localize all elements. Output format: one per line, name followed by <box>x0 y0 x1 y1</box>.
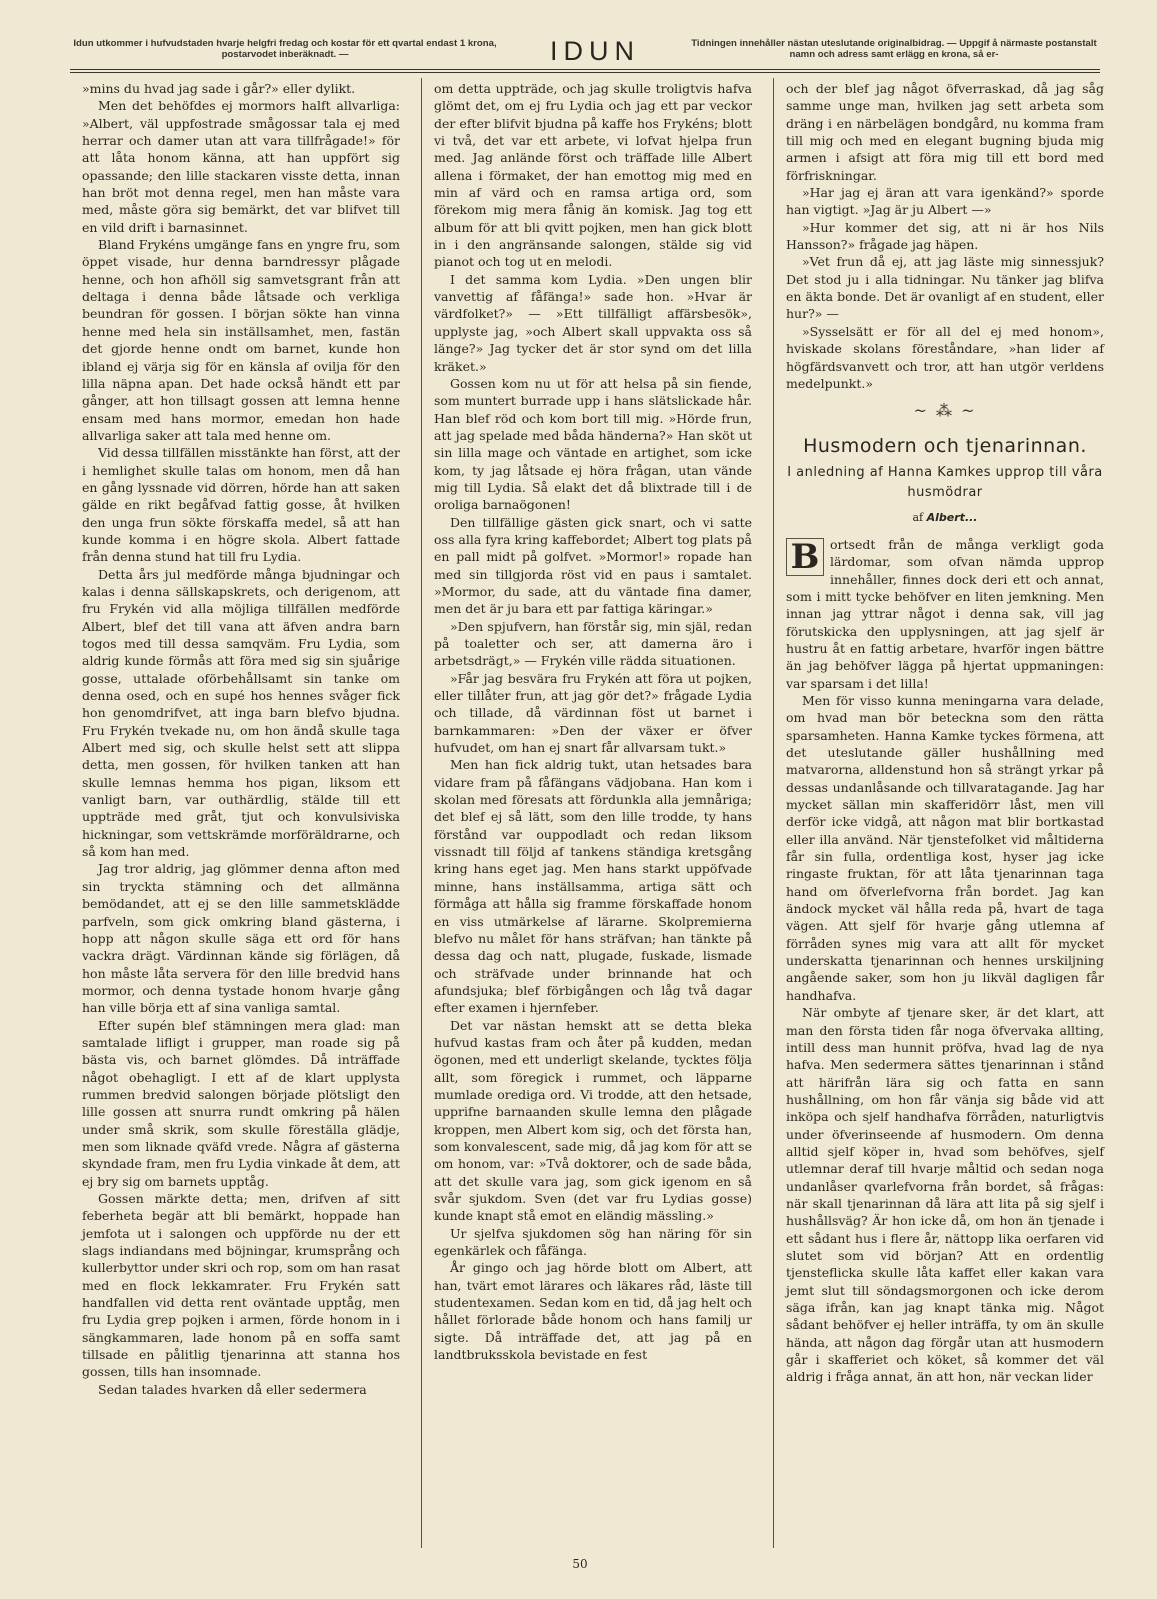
paragraph: Ur sjelfva sjukdomen sög han näring för sin egenkärlek och fåfänga. <box>434 1225 752 1259</box>
drop-cap: B <box>786 538 824 576</box>
paragraph: Jag tror aldrig, jag glömmer denna afton med sin tryckta stämning och det allmänna bemödandet, att ej se den lille sammetsklädde parfveln, som gick omkring bland gästerna, i hopp att någon skulle säga ett ord för hans vackra drägt. Värdinnan kände sig förlägen, då hon måste låta servera för den lille bredvid hans mormor, och denna tystade honom hvarje gång han ville börja ett af sina vanliga samtal. <box>82 861 400 1016</box>
paragraph: »Den spjufvern, han förstår sig, min själ, redan på toaletter och ser, att damerna äro i arbetsdrägt,» — Frykén ville rädda situationen. <box>434 618 752 669</box>
paragraph: Men han fick aldrig tukt, utan hetsades bara vidare fram på fåfängans vädjobana. Han kom i skolan med föresats att fördunkla alla jemnåriga; det blef ej så lätt, som den lille trodde, ty hans förstånd var ouppodladt och redan liksom vissnadt till följd af tankens ständiga kretsgång kring hans eget jag. Men hans starkt uppöfvade minne, hans inställsamma, artiga sätt och förmåga att hålla sig framme förskaffade honom en viss utmärkelse af lärarne. Skolpremierna blefvo nu målet för hans sträfvan; han tänkte på dessa dag och natt, plugade, fuskade, lismade och sträfvade under brinnande hat och afundsjuka; blef förbigången och låg två dagar efter examen i hjernfeber. <box>434 757 752 1016</box>
author-name: Albert... <box>926 510 978 524</box>
article-first-paragraph <box>786 536 1104 692</box>
column-divider <box>773 78 774 1548</box>
first-paragraph-text: ortsedt från de många verkligt goda lärdomar, som ofvan nämda upprop innehåller, finnes dock deri ett och annat, som i mitt tycke behöfver en liten jemkning. Men innan jag yttrar något i denna sak, vill jag förutskicka den upplysningen, att jag sjelf är hustru åt en fattig arbetare, hvarför ingen bättre än jag behöfver lägga på hjertat uppmaningen: var sparsam i det lilla! <box>786 536 1104 691</box>
paragraph: Gossen märkte detta; men, drifven af sitt feberheta begär att bli bemärkt, hoppade han jemfota ut i salongen och uppförde nu der ett slags indiandans med böjningar, krumsprång och kullerbyttor under skri och rop, som om han rasat med en flock lekkamrater. Fru Frykén satt handfallen vid detta rent oväntade upptåg, men fru Lydia grep pojken i armen, förde honom in i sängkammaren, lade honom på en soffa samt tillsade en pålitlig tjenarinna att stanna hos gossen, tills han insomnade. <box>82 1191 400 1380</box>
paragraph: »Har jag ej äran att vara igenkänd?» sporde han vigtigt. »Jag är ju Albert —» <box>786 185 1104 218</box>
paragraph: Sedan talades hvarken då eller sedermera <box>98 1381 367 1397</box>
header-rule <box>70 69 1100 70</box>
paragraph: När ombyte af tjenare sker, är det klart, att man den första tiden får noga öfvervaka allting, intill dess man hunnit pröfva, hvad lag de nya hafva. Men sedermera sättes tjenarinnan i stånd att härifrån lära sig och fatta en sann hushållning, om hon får vänja sig både vid att inköpa och sjelf handhafva förråden, naturligtvis under öfverinseende af husmodern. Om denna alltid sjelf köper in, hvad som behöfves, sjelf utlemnar deraf till hvarje måltid och sedan noga undanlåser qvarlefvorna från bordet, så frågas: när skall tjenarinnan då lära att lita på sig sjelf i hushållsväg? Är hon icke då, om hon än tjenade i ett sådant hus i flere år, nättopp lika oerfaren vid slutet som vid början? Att en ordentlig tjensteflicka skulle låta kaffet eller kakan vara jemt slut till söndagsmorgonen och icke derom säga ifrån, kan jag knapt tänka mig. Något sådant behöfver ej heller inträffa, ty om än skulle hända, att någon dag förgår utan att husmodern går i skafferiet och köket, så kommer det väl aldrig i fråga annat, än att hon, när veckan lider <box>786 1005 1104 1385</box>
paragraph: Den tillfällige gästen gick snart, och vi satte oss alla fyra kring kaffebordet; Albert tog plats på en pall midt på golfvet. »Mormor!» ropade han med sin tillgjorda röst vid en paus i samtalet. »Mormor, du sade, att du väntade fina damer, men det är ju bara ett par fattiga käringar.» <box>434 514 752 617</box>
masthead <box>70 36 1100 66</box>
paragraph: »Sysselsätt er för all del ej med honom», hviskade skolans föreståndare, »han lider af högfärdsvanvett och tror, att han utgör verldens medelpunkt.» <box>786 323 1104 391</box>
paragraph: Gossen kom nu ut för att helsa på sin fiende, som muntert burrade upp i hans slätslickade hår. Han blef röd och kom bort till mig. »Hörde frun, att jag spelade med båda händerna?» Han sköt ut sin lilla mage och väntade en artighet, som icke kom, ty jag låtsade ej höra frågan, utan vände mig till Lydia. Så elakt det då blixtrade till i de oroliga barnaögonen! <box>434 375 752 513</box>
paragraph: Vid dessa tillfällen misstänkte han först, att der i hemlighet skulle talas om honom, men då han en gång lyssnade vid dörren, hörde han att saken gälde en rikt begåfvad fattig gosse, åt hvilken den unga frun sökte förskaffa medel, så att han kunde komma i en högre skola. Albert fattade från denna stund hat till fru Lydia. <box>82 445 401 565</box>
contributor-notice: Tidningen innehåller nästan uteslutande originalbidrag. — Uppgif å närmaste postanstalt namn och adress samt erlägg en krona, så er- <box>691 38 1097 60</box>
byline <box>786 509 1104 526</box>
column-2 <box>434 80 752 1363</box>
paragraph: »Vet frun då ej, att jag läste mig sinnessjuk? Det stod ju i alla tidningar. Nu tänker jag blifva en äkta bonde. Det är ovanligt af en student, eller hur?» — <box>786 254 1104 322</box>
article-title: Husmodern och tjenarinnan. <box>803 434 1087 457</box>
paragraph: I det samma kom Lydia. »Den ungen blir vanvettig af fåfänga!» sade hon. »Hvar är värdfolket?» — »Ett tillfälligt affärsbesök», upplyste jag, »och Albert skall uppvakta oss så länge?» Jag tycker det är stor synd om det lilla kräket.» <box>434 271 752 374</box>
paragraph: Detta års jul medförde många bjudningar och kalas i denna sällskapskrets, och derigenom, att fru Frykén vid alla möjliga tillfällen medförde Albert, blef det till vana att äfven andra barn togos med till dessa samqväm. Fru Lydia, som aldrig kunde förmås att föra med sig sin sjuårige gosse, uttalade oförbehållsamt sin tanke om denna osed, och en supé hos hennes svåger fick hon genomdrifvet, att inga barn blefvo bjudna. Fru Frykén tvekade nu, om hon ändå skulle taga Albert med sig, och skulle helst sett att slippa detta, men gossen, för hvilken tanken att han skulle lemnas hemma hos pigan, liksom ett vanligt barn, var outhärdlig, stälde till ett uppträde med gråt, tjut och konvulsiviska hickningar, som vettskrämde morföräldrarne, och så kom han med. <box>82 566 400 860</box>
paragraph: »Hur kommer det sig, att ni är hos Nils Hansson?» frågade jag häpen. <box>786 219 1104 253</box>
column-divider <box>421 78 422 1548</box>
paragraph: Det var nästan hemskt att se detta bleka hufvud kastas fram och åter på kudden, medan ögonen, med ett underligt skelande, tycktes följa allt, som föregick i rummet, och läpparne mumlade orediga ord. Vi trodde, att den hetsade, upprifne barnaanden skulle lemna den plågade kroppen, men Albert kom sig, och det första han, som konvalescent, sade mig, då jag kom för att se om honom, var: »Två doktorer, och de sade båda, att det skulle vara jag, som gick igenom en så svår sjukdom. Sven (det var fru Lydias gosse) kunde knapt stå emot en eländig mässling.» <box>434 1017 752 1224</box>
paragraph: och der blef jag något öfverraskad, då jag såg samme unge man, hvilken jag sett arbeta som dräng i en närbelägen bondgård, nu komma fram till mig och med en elegant bugning bjuda mig armen i afsigt att föra mig till ett bord med förfriskningar. <box>786 81 1104 183</box>
column-3 <box>786 80 1104 1386</box>
paragraph: Men för visso kunna meningarna vara delade, om hvad man bör beteckna som den rätta sparsamheten. Hanna Kamke tyckes förmena, att det uteslutande gäller hushållning med matvarorna, alldenstund hon så strängt yrkar på dessas undanlåsande och tillvaratagande. Jag har mycket sällan min skafferidörr låst, men vill derför icke vidgå, att någon mat blir bortkastad eller illa använd. När tjenstefolket vid måltiderna får sin fulla, ordentliga kost, hyser jag icke ringaste fruktan, för att låta tjenarinnan taga hand om öfverlefvorna från bordet. Jag kan ändock mycket väl hålla reda på, hvart de taga vägen. Att sjelf för hvarje gång utlemna af förråden synes mig vara att allt för mycket underskatta tjenarinnan och hennes urskiljning angående saker, som hon ju likväl dagligen får handhafva. <box>786 692 1104 1003</box>
header-rule-thin <box>70 72 1100 73</box>
subscription-notice: Idun utkommer i hufvudstaden hvarje helgfri fredag och kostar för ett qvartal endast 1 krona, postarvodet inberäknadt. — <box>73 38 497 60</box>
paragraph: Men det behöfdes ej mormors halft allvarliga: »Albert, väl uppfostrade smågossar tala ej med herrar och damer utan att vara tillfrågade!» för att låta honom känna, att han uppfört sig opassande; den lille stackaren visste detta, innan han bröt mot denna regel, men han måste vara med, måste göra sig bemärkt, det var blifvet till en vild drift i barnasinnet. <box>82 98 400 235</box>
paragraph: »Får jag besvära fru Frykén att föra ut pojken, eller tillåter frun, att jag gör det?» frågade Lydia och tillade, då värdinnan föst ut barnet i barnkammaren: »Den der växer er öfver hufvudet, om han ej snart får allvarsam tukt.» <box>434 670 752 756</box>
paragraph: »mins du hvad jag sade i går?» eller dylikt. <box>82 81 356 96</box>
column-1 <box>82 80 400 1398</box>
page-number: 50 <box>572 1557 588 1571</box>
paragraph: Bland Frykéns umgänge fans en yngre fru, som öppet visade, hur denna barndressyr plågade henne, och hon afhöll sig samvetsgrant från att deltaga i denna både låtsade och verkliga beundran för gossen. I början sökte han vinna henne med hela sin inställsamhet, men, fastän det gjorde henne ondt om barnet, kunde hon ibland ej värja sig för en känsla af ovilja för den lilla näpna apan. Det hade också händt ett par gånger, att hon tillsagt gossen att lemna henne ensam med hans mormor, emedan hon hade allvarliga saker att tala med henne om. <box>82 237 400 443</box>
byline-prefix: af <box>912 510 924 524</box>
paragraph: Efter supén blef stämningen mera glad: man samtalade lifligt i grupper, man roade sig på bästa vis, och barnet glömdes. Då inträffade något obehagligt. I ett af de klart upplysta rummen bredvid salongen började plötsligt den lille gossen att snurra rundt omkring på hälen under små skrik, som skulle föreställa glädje, men som liknade qväfd vrede. Några af gästerna skyndade fram, men fru Lydia vinkade åt dem, att ej bry sig om barnets upptåg. <box>82 1017 400 1189</box>
paragraph: År gingo och jag hörde blott om Albert, att han, tvärt emot lärares och läkares råd, läste till studentexamen. Sedan kom en tid, då jag helt och hållet förlorade både honom och hans familj ur sigte. Då inträffade det, att jag på en landtbruksskola bevistade en fest <box>434 1260 752 1363</box>
ornament-divider: ~ ⁂ ~ <box>913 401 977 421</box>
article-subtitle: I anledning af Hanna Kamkes upprop till våra husmödrar <box>787 464 1103 500</box>
publication-title: IDUN <box>550 36 640 66</box>
paragraph: om detta uppträde, och jag skulle troligtvis hafva glömt det, om ej fru Lydia och jag ett par veckor der efter blifvit bjudna på kaffe hos Frykéns; blott vi två, det var ett arbete, vi lofvat hjelpa frun med. Jag anlände först och träffade lille Albert allena i förmaket, der han emottog mig med en min af värd och en ramsa artiga ord, som förekom mig mera fånig än komisk. Jag tog ett album för att bli qvitt pojken, men han gick blott in i den angränsande salongen, stälde sig vid pianot och tog ut en melodi. <box>434 81 752 270</box>
